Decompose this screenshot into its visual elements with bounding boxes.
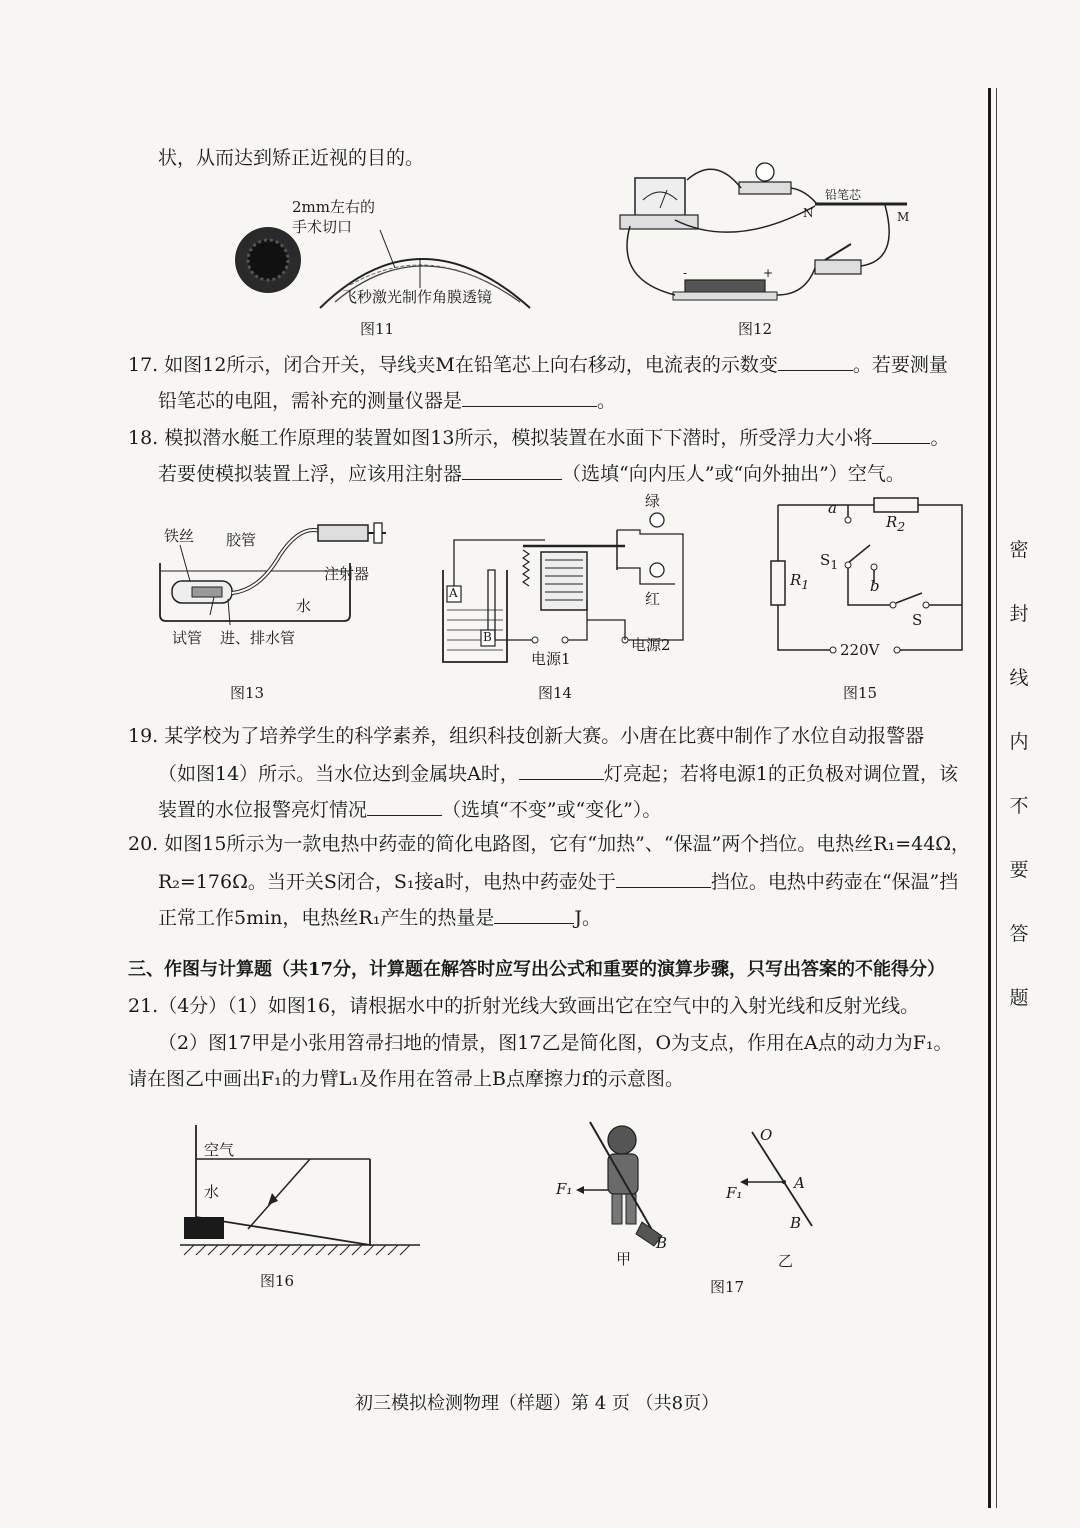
figure-15 — [770, 495, 970, 670]
q20-line-1: 20. 如图15所示为一款电热中药壶的简化电路图，它有“加热”、“保温”两个挡位。电热丝R₁=44Ω， — [128, 833, 971, 855]
seal-border-line-inner — [996, 88, 997, 1508]
q17-text-1a: 17. 如图12所示，闭合开关，导线夹M在铅笔芯上向右移动，电流表的示数变 — [128, 354, 778, 376]
q17-blank-1[interactable] — [778, 352, 853, 371]
bulb-icon — [756, 163, 774, 181]
fig17-f1-b: F₁ — [726, 1184, 743, 1202]
fig11-label-cut: 2mm左右的 — [292, 198, 375, 216]
q17-text-2b: 。 — [597, 390, 617, 412]
q18-blank-1[interactable] — [872, 425, 930, 444]
bulb-base — [739, 182, 791, 194]
fig11-label-lens: 飞秒激光制作角膜透镜 — [342, 288, 493, 306]
q21-line-1: 21.（4分）（1）如图16，请根据水中的折射光线大致画出它在空气中的入射光线和反射光线。 — [128, 995, 920, 1017]
fig13-testtube: 试管 — [172, 629, 203, 647]
seal-char: 不 — [1009, 795, 1029, 817]
fig16-caption: 图16 — [260, 1272, 295, 1290]
fig15-s1-sub: 1 — [830, 557, 839, 572]
fig12-label-m: M — [897, 210, 910, 224]
fig15-r2-letter: R — [886, 513, 898, 531]
switch-s — [896, 593, 922, 603]
fig14-a: A — [449, 586, 458, 600]
fig14-green: 绿 — [645, 492, 661, 510]
fig17-a: A — [794, 1174, 805, 1192]
q20-text-3a: 正常工作5min，电热丝R₁产生的热量是 — [158, 907, 495, 929]
q21-line-2: （2）图17甲是小张用笤帚扫地的情景，图17乙是简化图，O为支点，作用在A点的动力为F₁。 — [158, 1032, 953, 1054]
fig13-caption: 图13 — [230, 684, 265, 702]
syringe-icon — [318, 525, 368, 541]
q20-text-2b: 挡位。电热中药壶在“保温”挡 — [710, 871, 959, 893]
fig15-a: a — [828, 499, 837, 517]
q19-text-2b: 灯亮起；若将电源1的正负极对调位置，该 — [603, 763, 958, 785]
figure-14 — [435, 490, 705, 670]
fig13-pipe: 进、排水管 — [220, 629, 296, 647]
figure-13 — [150, 515, 400, 665]
person-sweeping-icon — [608, 1126, 636, 1154]
intro-line: 状，从而达到矫正近视的目的。 — [158, 147, 425, 169]
fig15-s: S — [912, 611, 923, 629]
seal-char: 答 — [1009, 923, 1029, 945]
figure-17 — [550, 1118, 840, 1278]
fig14-power1: 电源1 — [531, 650, 571, 668]
q19-line-2 — [158, 761, 958, 786]
q20-line-3 — [158, 905, 601, 930]
q20-text-2a: R₂=176Ω。当开关S闭合，S₁接a时，电热中药壶处于 — [158, 871, 616, 893]
q18-line-2 — [158, 461, 905, 486]
seal-char: 题 — [1009, 987, 1029, 1009]
fig12-label-n: N — [803, 206, 814, 220]
q19-blank-2[interactable] — [367, 797, 442, 816]
q19-text-2a: （如图14）所示。当水位达到金属块A时， — [158, 763, 519, 785]
fig17-b: B — [656, 1234, 668, 1252]
seal-char: 线 — [1009, 667, 1029, 689]
figure-11 — [230, 190, 550, 320]
fig11-caption: 图11 — [360, 320, 395, 338]
fig15-s1-letter: S — [820, 551, 831, 569]
q17-line-1 — [128, 352, 948, 377]
fig15-caption: 图15 — [843, 684, 878, 702]
fig12-label-minus: - — [683, 266, 688, 280]
q20-text-3b: J。 — [574, 907, 601, 929]
fig15-voltage: 220V — [840, 641, 880, 659]
fig16-air: 空气 — [204, 1141, 235, 1159]
fig17-f1: F₁ — [556, 1180, 573, 1198]
q17-text-2a: 铅笔芯的电阻，需补充的测量仪器是 — [158, 390, 463, 412]
q20-blank-2[interactable] — [494, 905, 574, 924]
fig13-water: 水 — [296, 597, 312, 615]
q18-text-1a: 18. 模拟潜水艇工作原理的装置如图13所示，模拟装置在水面下下潜时，所受浮力大小将 — [128, 427, 873, 449]
q21-line-3: 请在图乙中画出F₁的力臂L₁及作用在笤帚上B点摩擦力f的示意图。 — [128, 1068, 685, 1090]
fig14-red: 红 — [645, 590, 661, 608]
fig17-yi: 乙 — [778, 1252, 794, 1270]
fig17-b2: B — [790, 1214, 802, 1232]
r1-resistor — [771, 561, 785, 605]
q18-text-1b: 。 — [930, 427, 950, 449]
wedge-block — [184, 1217, 224, 1239]
fig13-syringe: 注射器 — [324, 565, 370, 583]
q18-blank-2[interactable] — [462, 461, 562, 480]
q19-line-3 — [158, 797, 661, 822]
q18-text-2a: 若要使模拟装置上浮，应该用注射器 — [158, 463, 463, 485]
q17-blank-2[interactable] — [462, 388, 597, 407]
seal-char: 密 — [1009, 539, 1029, 561]
figure-17-drawing — [550, 1118, 840, 1278]
fig12-label-lead: 铅笔芯 — [825, 188, 862, 202]
q19-text-3b: （选填“不变”或“变化”）。 — [442, 799, 662, 821]
fig12-label-plus: + — [763, 266, 774, 280]
fig17-jia: 甲 — [616, 1250, 632, 1268]
q20-blank-1[interactable] — [616, 869, 711, 888]
seal-char: 内 — [1009, 731, 1029, 753]
switch-icon — [815, 260, 861, 274]
fig15-s1 — [820, 551, 838, 572]
fig15-b: b — [870, 577, 880, 595]
fig11-label-cut-2: 手术切口 — [292, 218, 353, 236]
figure-16 — [180, 1125, 420, 1265]
q17-text-1b: 。若要测量 — [852, 354, 948, 376]
fig15-r2 — [886, 513, 905, 534]
red-lamp-icon — [650, 563, 664, 577]
fig15-r1-sub: 1 — [801, 577, 810, 592]
q19-text-3a: 装置的水位报警亮灯情况 — [158, 799, 368, 821]
q20-line-2 — [158, 869, 958, 894]
refracted-ray — [248, 1159, 310, 1229]
section-3-heading: 三、作图与计算题（共17分，计算题在解答时应写出公式和重要的演算步骤，只写出答案的不能得分） — [128, 959, 946, 980]
fig13-iron: 铁丝 — [164, 527, 195, 545]
seal-text — [1004, 538, 1034, 1050]
fig17-caption: 图17 — [710, 1278, 745, 1296]
figure-12-drawing — [615, 160, 915, 310]
spring-icon — [523, 550, 529, 586]
fig14-b: B — [483, 630, 492, 644]
q18-line-1 — [128, 425, 949, 450]
q19-blank-1[interactable] — [519, 761, 604, 780]
fig16-water: 水 — [204, 1183, 220, 1201]
fig12-caption: 图12 — [738, 320, 773, 338]
water-container — [443, 570, 507, 662]
seal-char: 要 — [1009, 859, 1029, 881]
fig15-r2-sub: 2 — [897, 519, 906, 534]
q17-line-2 — [158, 388, 616, 413]
fig13-tube: 胶管 — [226, 531, 257, 549]
switch-s1 — [848, 545, 870, 563]
r2-resistor — [874, 498, 918, 512]
fig14-power2: 电源2 — [631, 636, 671, 654]
electromagnet-icon — [541, 552, 587, 610]
fig15-r1 — [790, 571, 809, 592]
fig14-caption: 图14 — [538, 684, 573, 702]
fig17-o: O — [760, 1126, 773, 1144]
figure-12 — [615, 160, 915, 310]
seal-char: 封 — [1009, 603, 1029, 625]
fig15-r1-letter: R — [790, 571, 802, 589]
seal-border-line — [988, 88, 991, 1508]
green-lamp-icon — [650, 513, 664, 527]
q19-line-1: 19. 某学校为了培养学生的科学素养，组织科技创新大赛。小唐在比赛中制作了水位自动报警器 — [128, 725, 925, 747]
q18-text-2b: （选填“向内压人”或“向外抽出”）空气。 — [562, 463, 905, 485]
page-footer: 初三模拟检测物理（样题）第 4 页 （共8页） — [355, 1393, 720, 1414]
